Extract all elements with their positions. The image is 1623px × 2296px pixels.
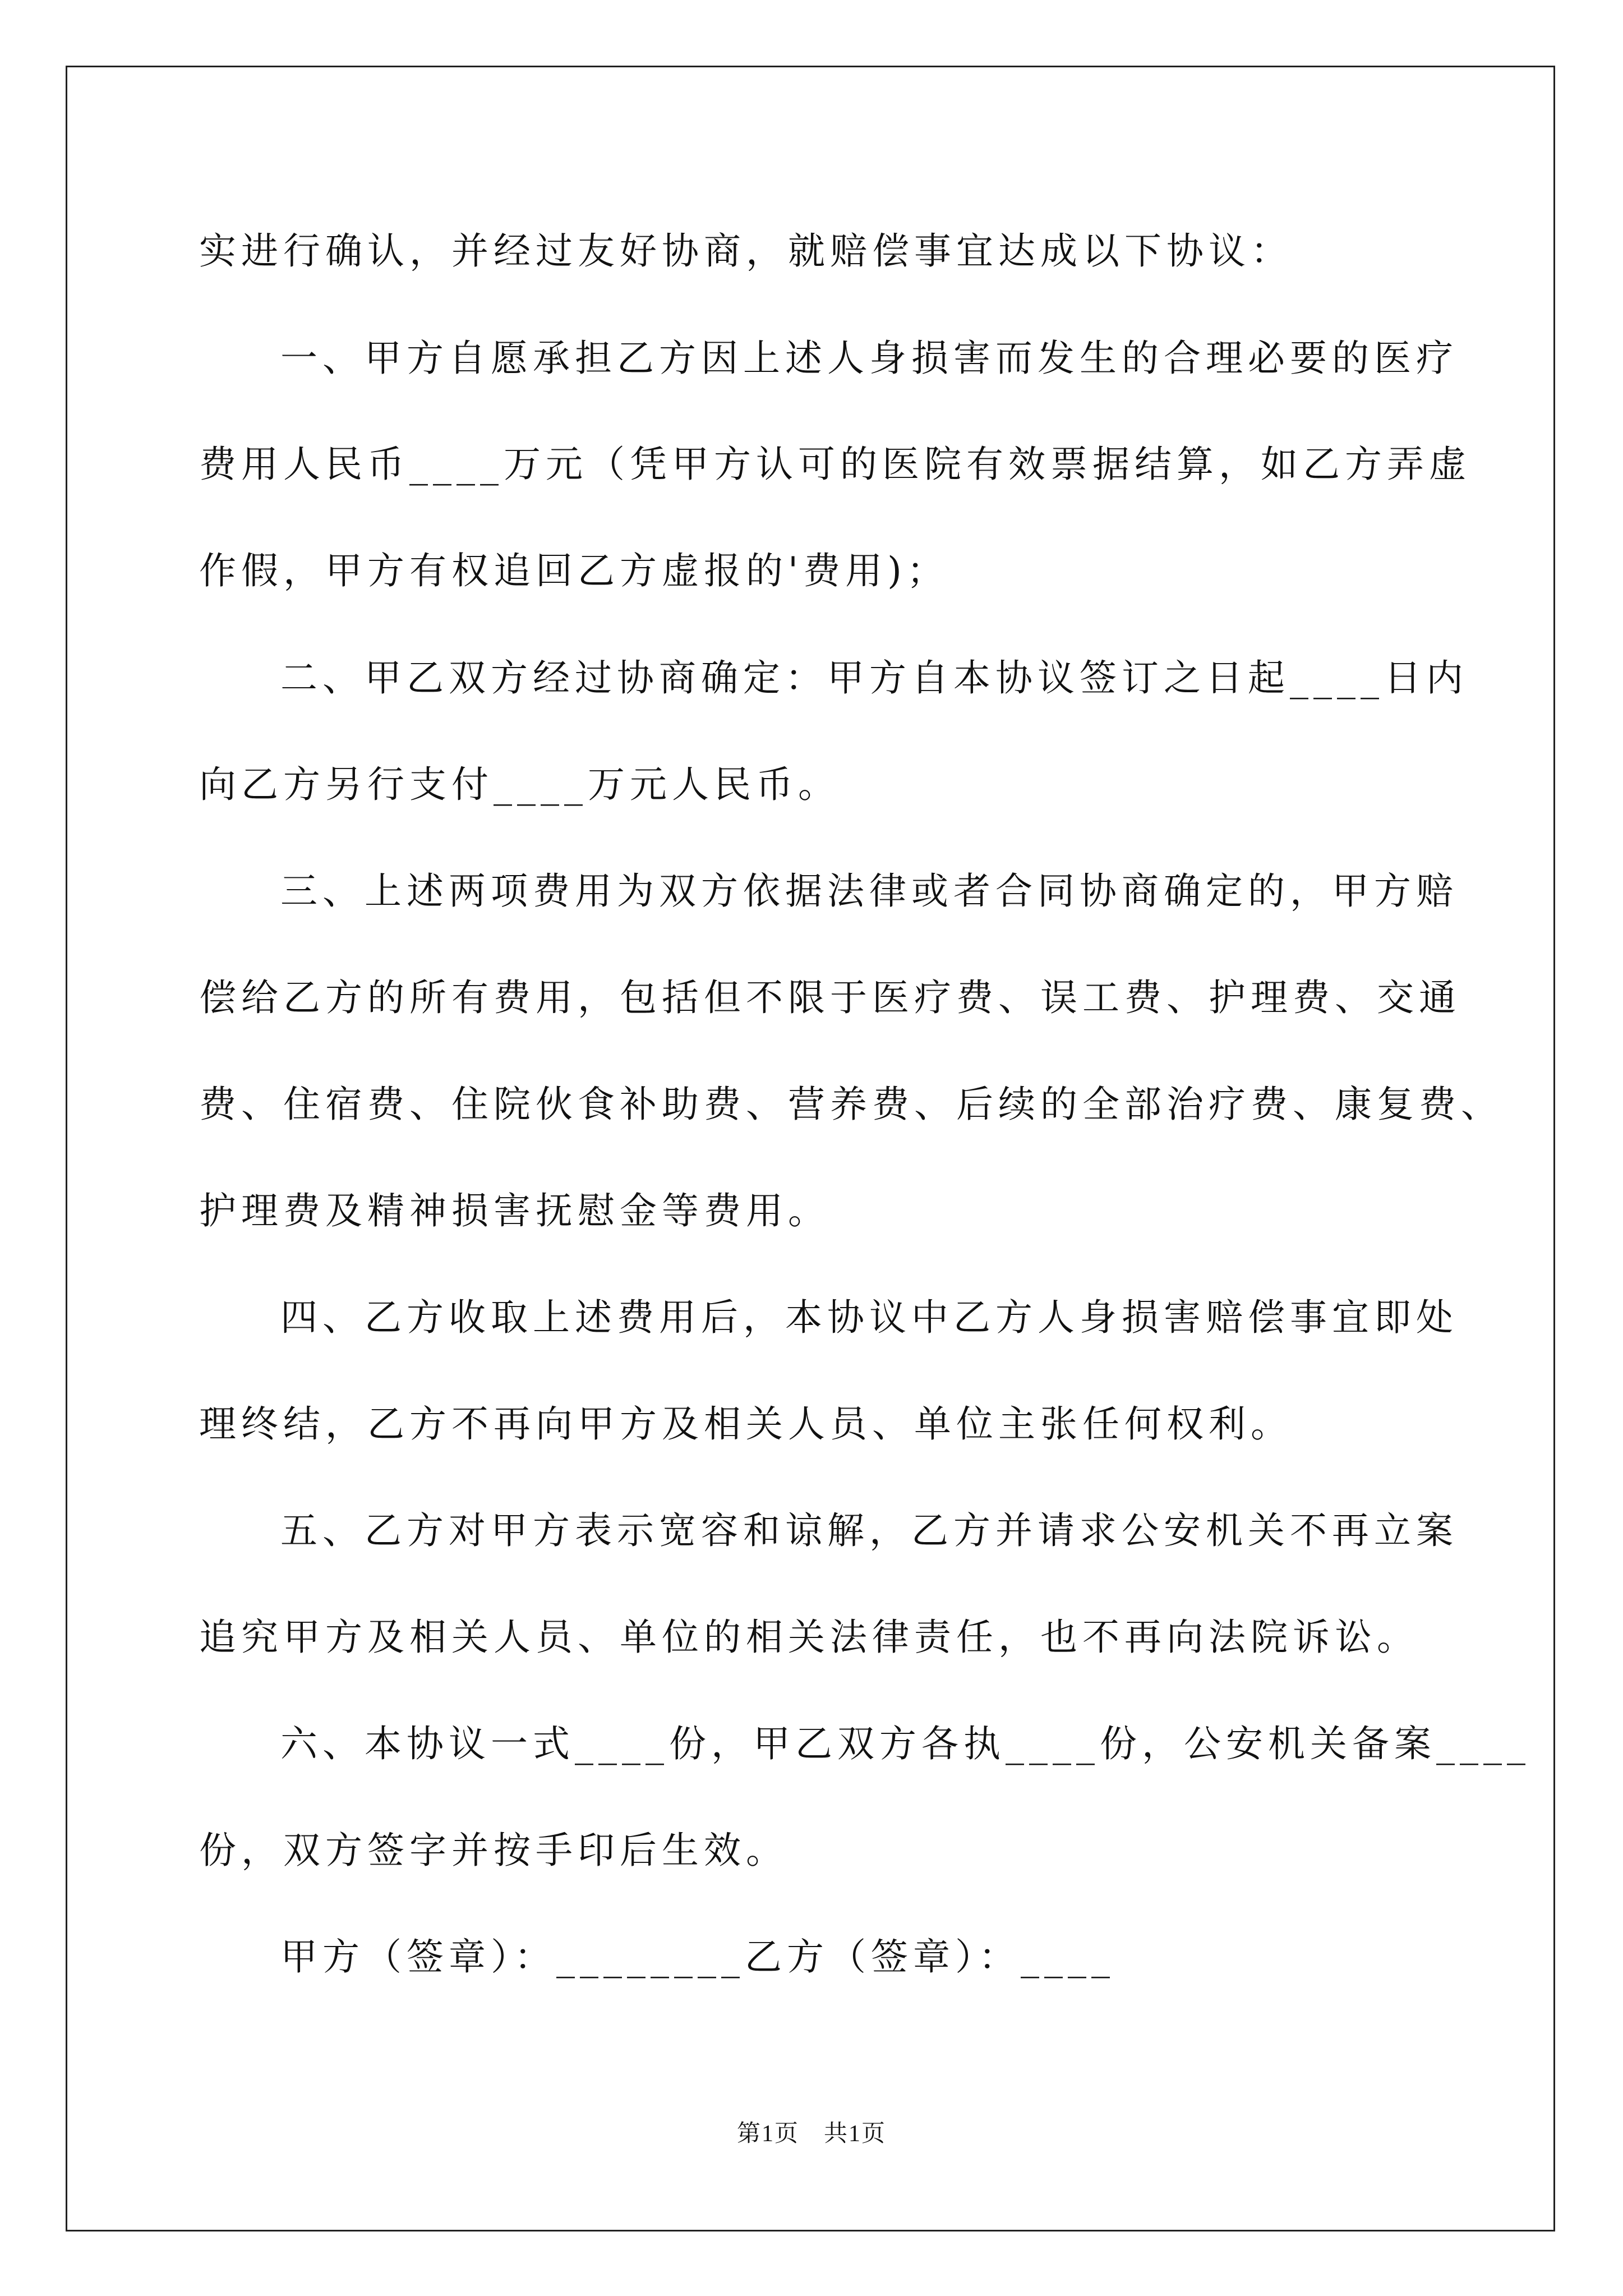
clause-6-line-2: 份，双方签字并按手印后生效。 [199, 1829, 788, 1872]
clause-3-line-2: 偿给乙方的所有费用，包括但不限于医疗费、误工费、护理费、交通 [199, 976, 1461, 1019]
clause-3-line-4: 护理费及精神损害抚慰金等费用。 [199, 1189, 830, 1232]
clause-5-line-1: 五、乙方对甲方表示宽容和谅解，乙方并请求公安机关不再立案 [280, 1509, 1458, 1552]
clause-2-line-1: 二、甲乙双方经过协商确定：甲方自本协议签订之日起____日内 [280, 656, 1468, 700]
body-line-1: 实进行确认，并经过友好协商，就赔偿事宜达成以下协议： [199, 229, 1293, 273]
clause-4-line-2: 理终结，乙方不再向甲方及相关人员、单位主张任何权利。 [199, 1402, 1293, 1446]
page-number-footer: 第1页 共1页 [736, 2121, 886, 2147]
clause-1-line-2: 费用人民币____万元（凭甲方认可的医院有效票据结算，如乙方弄虚 [199, 443, 1471, 486]
page-border [66, 66, 1555, 2231]
clause-5-line-2: 追究甲方及相关人员、单位的相关法律责任，也不再向法院诉讼。 [199, 1616, 1419, 1659]
clause-6-line-1: 六、本协议一式____份，甲乙双方各执____份，公安机关备案____ [280, 1722, 1530, 1765]
clause-4-line-1: 四、乙方收取上述费用后，本协议中乙方人身损害赔偿事宜即处 [280, 1296, 1458, 1339]
clause-1-line-1: 一、甲方自愿承担乙方因上述人身损害而发生的合理必要的医疗 [280, 337, 1458, 380]
signature-line: 甲方（签章）：________乙方（签章）：____ [280, 1935, 1115, 1978]
clause-3-line-1: 三、上述两项费用为双方依据法律或者合同协商确定的，甲方赔 [280, 869, 1458, 913]
clause-2-line-2: 向乙方另行支付____万元人民币。 [199, 763, 840, 806]
clause-1-line-3: 作假，甲方有权追回乙方虚报的'费用)； [199, 549, 949, 592]
clause-3-line-3: 费、住宿费、住院伙食补助费、营养费、后续的全部治疗费、康复费、 [199, 1083, 1503, 1126]
